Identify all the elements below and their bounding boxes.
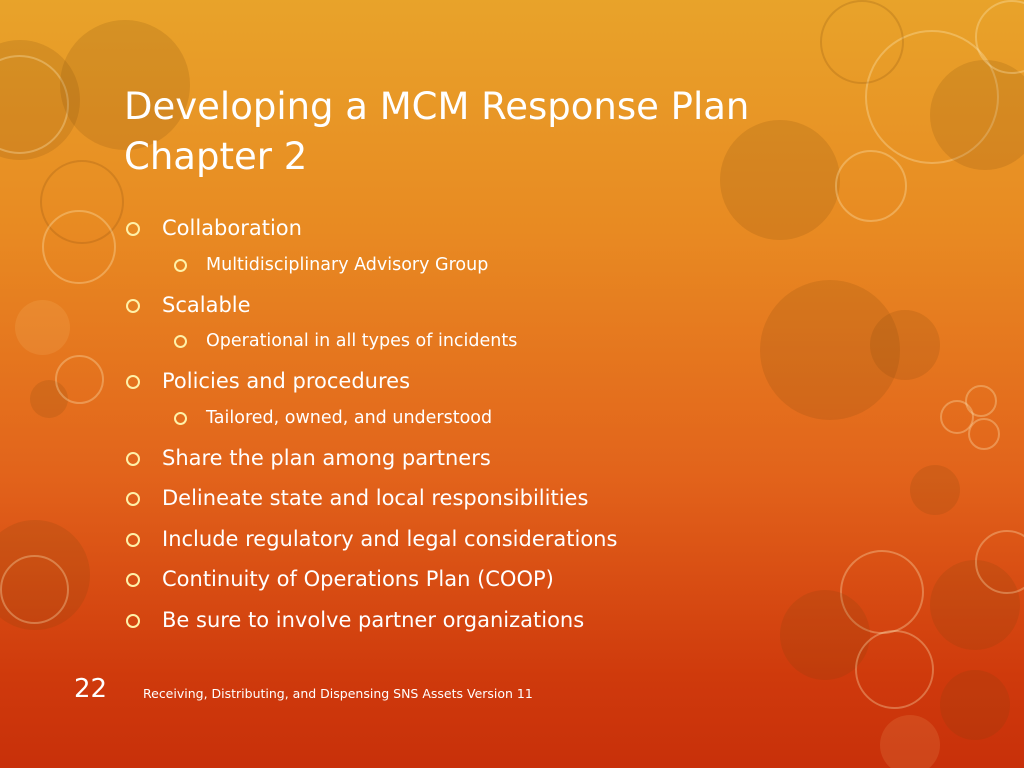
bokeh-decoration: [15, 300, 70, 355]
bokeh-decoration: [0, 520, 90, 630]
title-line-2: Chapter 2: [124, 135, 308, 178]
footer-text: Receiving, Distributing, and Dispensing SNS Assets Version 11: [143, 686, 533, 701]
bullet-item: [124, 606, 984, 634]
circle-bullet-icon: [174, 412, 187, 425]
bokeh-decoration: [55, 355, 104, 404]
bokeh-decoration: [30, 380, 68, 418]
bullet-text: Tailored, owned, and understood: [206, 407, 493, 428]
circle-bullet-icon: [126, 299, 140, 313]
bullet-item: [124, 214, 984, 242]
bullet-text: Scalable: [162, 292, 251, 317]
sub-bullet-item: [170, 406, 984, 430]
bullet-item: [124, 367, 984, 395]
sub-bullet-item: [170, 253, 984, 277]
bokeh-decoration: [820, 0, 904, 84]
bullet-text: Delineate state and local responsibilities: [162, 486, 589, 510]
circle-bullet-icon: [126, 222, 140, 236]
bokeh-decoration: [940, 670, 1010, 740]
bullet-text: Operational in all types of incidents: [206, 331, 518, 351]
bokeh-decoration: [0, 555, 69, 624]
title-line-1: Developing a MCM Response Plan: [124, 85, 750, 128]
circle-bullet-icon: [126, 492, 140, 506]
bullet-text: Continuity of Operations Plan (COOP): [162, 567, 554, 591]
circle-bullet-icon: [126, 573, 140, 587]
sub-bullet-item: [170, 329, 984, 353]
bullet-text: Include regulatory and legal considerations: [162, 526, 618, 551]
bullet-text: Share the plan among partners: [162, 445, 491, 470]
circle-bullet-icon: [174, 259, 187, 272]
bokeh-decoration: [42, 210, 116, 284]
circle-bullet-icon: [126, 375, 140, 389]
circle-bullet-icon: [126, 533, 140, 547]
circle-bullet-icon: [126, 614, 140, 628]
bokeh-decoration: [930, 60, 1024, 170]
bullet-text: Be sure to involve partner organizations: [162, 607, 585, 632]
bullet-text: Multidisciplinary Advisory Group: [206, 254, 489, 275]
bullet-item: [124, 291, 984, 319]
bullet-item: [124, 565, 984, 593]
bokeh-decoration: [40, 160, 124, 244]
bullet-item: [124, 484, 984, 512]
bokeh-decoration: [975, 0, 1024, 74]
circle-bullet-icon: [126, 452, 140, 466]
bullet-text: Policies and procedures: [162, 369, 411, 393]
slide-title: [124, 82, 944, 182]
bullet-item: [124, 444, 984, 472]
circle-bullet-icon: [174, 335, 187, 348]
bullet-list: [124, 214, 984, 646]
bokeh-decoration: [880, 715, 940, 768]
bullet-text: Collaboration: [162, 216, 302, 240]
slide-number: 22: [74, 674, 108, 704]
bullet-item: [124, 525, 984, 553]
bokeh-decoration: [0, 40, 80, 160]
bokeh-decoration: [0, 55, 69, 154]
